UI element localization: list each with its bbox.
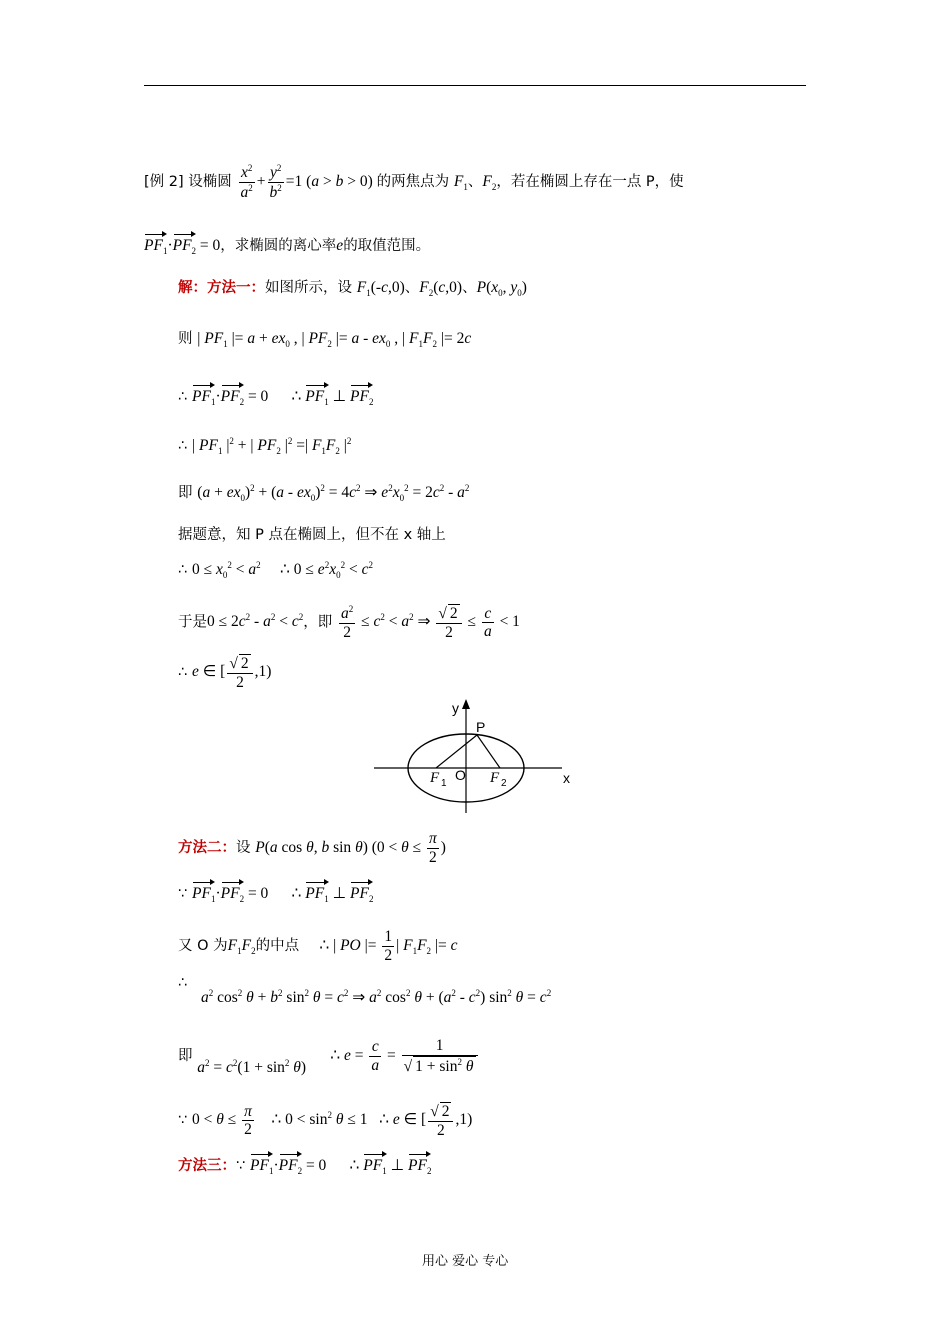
method1-distances: 则 | $PF_1$ |= $a + ex_0$ , | $PF_2$ |= a - $ex_0$ , | $F_1F_2$ |= 2c — [178, 330, 472, 350]
ellipse-equation: $\frac{x^2}{a^2}$ + $\frac{y^2}{b^2}$ =1 (a > b > 0) — [240, 163, 377, 202]
method3-label: 方法三： — [178, 1158, 236, 1174]
problem-line-2: $PF_1\cdot PF_2 = 0$，求椭圆的离心率e的取值范围。 — [144, 232, 430, 256]
method1-range-x: ∴ $0 \le x_0^2 < a^2$ ∴ $0 \le e^2x_0^2 < c^2$ — [178, 560, 373, 581]
page-footer: 用心 爱心 专心 — [422, 1254, 509, 1269]
method2-intro: 方法二：设 P(a cos θ, b sin θ) (0 < θ ≤ $\frac{\pi}{2}$ ) — [178, 830, 446, 866]
method2-midpoint: 又 O 为$F_1F_2$的中点 ∴ | PO |= $\frac{1}{2}$ | $F_1F_2$ |= c — [178, 928, 458, 964]
method1-pythagoras: ∴ | $PF_1$ $|^2$ + | $PF_2$ $|^2$ =| $F_1F_2$ $|^2$ — [178, 436, 352, 457]
method3-intro: 方法三：∵ $PF_1\cdot PF_2 = 0$ ∴ $PF_1$ ⊥ $PF_2$ — [178, 1152, 431, 1176]
problem-line-1: [例 2] 设椭圆 $\frac{x^2}{a^2}$ + $\frac{y^2}{b^2}$ =1 (a > b > 0) 的两焦点为 $F_1$、$F_2$，若在椭圆上存在一点 P，使 — [144, 163, 684, 202]
method2-perp: ∵ $PF_1\cdot PF_2 = 0$ ∴ $PF_1$ ⊥ $PF_2$ — [178, 880, 373, 904]
figure-y-label: y — [452, 700, 459, 716]
ellipse-figure — [370, 695, 580, 820]
method2-eccentricity: 即 $a^2 = c^2(1 + \sin^2 \theta)$ ∴ e = $\frac{c}{a}$ = $\frac{1}{√ 1 + \sin^2 \theta}$ — [178, 1037, 480, 1076]
figure-x-label: x — [563, 770, 570, 786]
method2-label: 方法二： — [178, 839, 236, 856]
figure-f2-label: F — [490, 770, 500, 786]
figure-f1-label: F — [430, 770, 440, 786]
figure-o-label: O — [455, 767, 466, 783]
header-rule — [144, 85, 806, 86]
method1-known: 据题意，知 P 点在椭圆上，但不在 x 轴上 — [178, 527, 446, 543]
dot-product-condition: $PF_1\cdot PF_2 = 0$ — [144, 237, 220, 254]
method1-inequality: 于是$0 \le 2c^2 - a^2 < c^2$，即 $\frac{a^2}{2}$ ≤ $c^2 < a^2$ ⇒ $\frac{√ 2}{2}$ ≤ $\frac{c}{a}$ < 1 — [178, 604, 520, 641]
problem-text-foci: 的两焦点为 — [376, 174, 450, 191]
method1-expand: 即 $(a + ex_0)^2 + (a - ex_0)^2 = 4c^2$ ⇒ $e^2x_0^2 = 2c^2 - a^2$ — [178, 483, 470, 504]
method1-intro: 解：方法一：如图所示，设 $F_1(-c,0)$、$F_2(c,0)$、$P(x_0$, $y_0$) — [178, 279, 527, 299]
problem-label: [例 2] 设椭圆 — [144, 174, 232, 191]
problem-text-exists: ，若在椭圆上存在一点 P，使 — [496, 174, 684, 191]
svg-text:2: 2 — [501, 778, 507, 789]
method1-perp: ∴ $PF_1\cdot PF_2 = 0$ ∴ $PF_1$ ⊥ $PF_2$ — [178, 383, 373, 407]
method1-label: 解：方法一： — [178, 280, 265, 296]
method2-substitute: ∴ $a^2$ $\cos^2 \theta + b^2$ $\sin^2 \theta = c^2$ ⇒ $a^2$ $\cos^2 \theta + (a^2 - c^2)$ $\sin^2 \theta = c^2$ — [178, 975, 552, 1007]
figure-p-label: P — [476, 719, 486, 735]
method2-result: ∵ 0 < θ ≤ $\frac{\pi}{2}$ ∴ $0 < \sin^2 \theta \le 1$ ∴ e ∈ [ $\frac{√ 2}{2}$ ,1) — [178, 1102, 473, 1139]
svg-text:1: 1 — [441, 778, 447, 789]
method1-result: ∴ e ∈ [ $\frac{√ 2}{2}$ ,1) — [178, 655, 272, 691]
